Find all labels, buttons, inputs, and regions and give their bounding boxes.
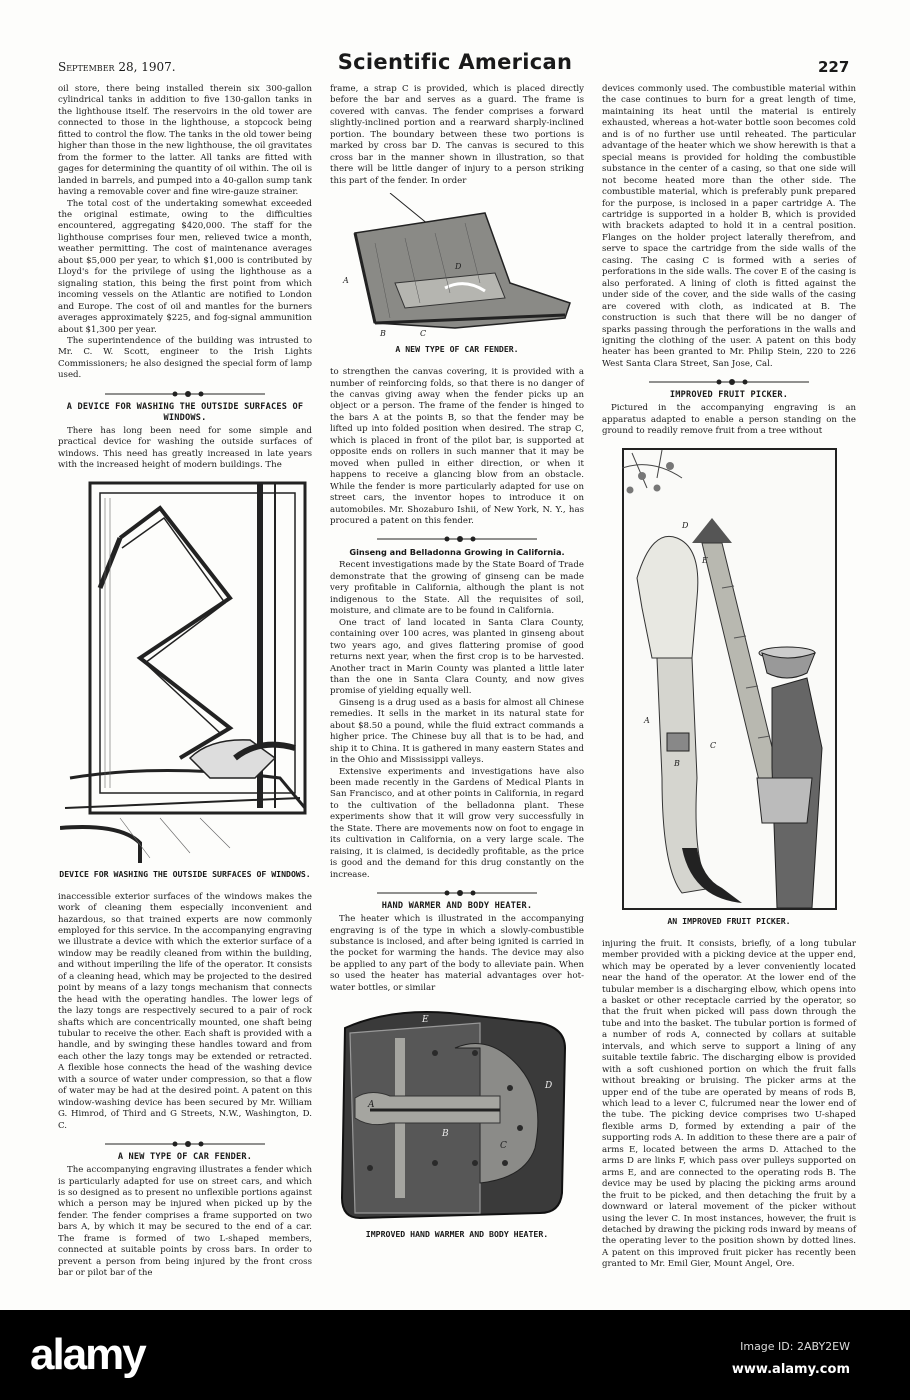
page-number: 227: [818, 58, 850, 76]
fender-intro: [58, 1165, 312, 1280]
car-fender-illustration: [335, 193, 580, 338]
window-intro: [58, 426, 312, 472]
figure-label: B: [380, 329, 386, 339]
figure-label: C: [709, 740, 716, 750]
paragraph: devices commonly used. The combustible material within the case continues to burn for a great length of time, maintaining its heat until the material is entirely exhausted, whereas a hot-water bottle soon becomes cold and is of no further use until reheated. The particular advantage of the heater which we show herewith is that a special means is provided for holding the combustible substance in the center of a casing, so that one side will not become heated more than the other side. The combustible material, which is preferably punk prepared for the purpose, is inclosed in a paper cartridge A. The cartridge is supported in a holder B, which is provided with brackets adapted to hold it in a central position. Flanges on the holder project laterally therefrom, and serve to space the cartridge from the side walls of the casing. The casing C is formed with a series of perforations in the side walls. The cover E of the casing is also perforated. A lining of cloth is fitted against the under side of the cover, and the side walls of the casing are covered with cloth, as indicated at B. The construction is such that there will be no danger of sparks passing through the perforations in the walls and igniting the clothing of the user. A patent on this body heater has been granted to Mr. Philip Stein, 220 to 226 West Santa Clara Street, San Jose, Cal.: [602, 84, 856, 369]
figure-label: C: [500, 1141, 507, 1152]
figure-label: D: [545, 1081, 553, 1092]
paragraph: The total cost of the undertaking somewhat exceeded the original estimate, owing to the difficulties encountered, aggregating $420,000. The staff for the lighthouse comprises four men, relieved twice a month, weather permitting. The cost of maintenance averages about $5,000 per year, to which $1,000 is contributed by Lloyd's for the privilege of using the lighthouse as a signaling station, this being the first point from which incoming vessels on the Atlantic are notified to London and Europe. The cost of oil and mantles for the burners averages approximately $225, and fog-signal ammunition about $1,300 per year.: [58, 198, 312, 335]
figure-label: B: [442, 1129, 449, 1140]
figure-label: D: [681, 520, 688, 530]
ornamental-divider: [372, 535, 542, 543]
paragraph: oil store, there being installed therein six 300-gallon cylindrical tanks in addition to five 130-gallon tanks in the lighthouse itself. The reservoirs in the old tower are connected to those in the lighthouse, a stopcock being fitted to control the flow. The tanks in the old tower being higher than those in the new lighthouse, the oil gravitates from the former to the latter. All tanks are fitted with gages for determining the quantity of oil within. The oil is landed in barrels, and pumped into a 40-gallon sump tank having a removable cover and fine wire-gauze strainer.: [58, 84, 312, 198]
paragraph: Extensive experiments and investigations have also been made recently in the Gardens of Medical Plants in San Francisco, and at other points in California, in regard to the cultivation of the belladonna plant. These experiments show that it will grow very successfully in the State. There are movements now on foot to engage in its cultivation in California, on a very large scale. The raising, it is claimed, is decidedly profitable, as the price is good and the demand for this drug constantly on the increase.: [330, 766, 584, 880]
ornamental-divider: [100, 1140, 270, 1148]
fruit-picker-illustration: [622, 448, 837, 910]
figure-caption: IMPROVED HAND WARMER AND BODY HEATER.: [365, 1229, 549, 1240]
watermark-bar: [0, 1310, 910, 1400]
ornamental-divider: [100, 390, 270, 398]
figure-label: A: [643, 715, 650, 725]
paragraph: injuring the fruit. It consists, briefly, of a long tubular member provided with a picking device at the upper end, which may be operated by a lever conveniently located near the hand of the operator. At the lower end of the tubular member is a discharging elbow, which opens into a basket or other receptacle carried by the operator, so that the fruit when picked will pass down through the tube and into the basket. The tubular portion is formed of a number of rods A, connected by collars at suitable intervals, and which serve to support a lining of any suitable textile fabric. The discharging elbow is provided with a soft cushioned portion on which the fruit falls without breaking or bruising. The picker arms at the upper end of the tube are operated by means of rods B, which lead to a lever C, fulcrumed near the lower end of the tube. The picking device comprises two U-shaped flexible arms D, formed by extending a pair of the supporting rods A. In addition to these there are a pair of arms E, located between the arms D. Attached to the arms D are links F, which pass over pulleys supported on arms E, and are connected to the operating rods B. The device may be used by placing the picking arms around the fruit to be picked, and then detaching the fruit by a downward or lateral movement of the picker without using the lever C. In most instances, however, the fruit is detached by drawing the picking rods inward by means of the operating lever to the position shown by dotted lines. A patent on this improved fruit picker has recently been granted to Mr. Emil Gier, Mount Angel, Ore.: [602, 938, 856, 1270]
article-heading: IMPROVED FRUIT PICKER.: [669, 390, 789, 401]
window-body: [58, 892, 312, 1133]
paragraph: to strengthen the canvas covering, it is provided with a number of reinforcing folds, so that there is no danger of the canvas giving away when the fender picks up an object or a person. The frame of the fender is hinged to the bars A at the points B, so that the fender may be lifted up into folded position when desired. The strap C, which is placed in front of the pilot bar, is supported at opposite ends on rollers in such manner that it may be moved when pulled in either direction, or when it happens to receive a glancing blow from an obstacle. While the fender is more particularly adapted for use on street cars, the inventor hopes to introduce it on automobiles. Mr. Shozaburo Ishii, of New York, N. Y., has procured a patent on this fender.: [330, 367, 584, 526]
page-header: [0, 0, 910, 84]
window-washer-illustration: [60, 478, 310, 863]
column-1: [58, 84, 312, 1280]
figure-label: D: [455, 262, 462, 272]
figure-caption: A NEW TYPE OF CAR FENDER.: [395, 344, 519, 355]
paragraph: The heater which is illustrated in the accompanying engraving is of the type in which a slowly-combustible substance is inclosed, and after being ignited is carried in the pocket for warming the hands. The device may also be applied to any part of the body to alleviate pain. When so used the heater has material advantages over hot-water bottles, or similar: [330, 914, 584, 993]
paragraph: The accompanying engraving illustrates a fender which is particularly adapted for use on street cars, and which is so designed as to present no unflexible portions against which a person may be injured when picked up by the fender. The fender comprises a frame supported on two bars A, by which it may be secured to the end of a car. The frame is formed of two L-shaped members, connected at suitable points by cross bars. In order to prevent a person from being injured by the front cross bar or pilot bar of the: [58, 1165, 312, 1279]
picker-body: [602, 939, 856, 1271]
figure-label: E: [701, 555, 708, 565]
article-heading: Ginseng and Belladonna Growing in California.: [349, 547, 565, 558]
article-heading: A DEVICE FOR WASHING THE OUTSIDE SURFACES OF WINDOWS.: [66, 401, 304, 423]
column-3: [602, 84, 856, 1271]
image-id: Image ID: 2ABY2EW: [740, 1339, 850, 1353]
figure-label: A: [343, 276, 349, 286]
paragraph: There has long been need for some simple and practical device for washing the outside surfaces of windows. This need has greatly increased in late years with the increased height of modern buildings. The: [58, 425, 312, 471]
masthead-title: Scientific American: [337, 50, 573, 74]
picker-intro: [602, 403, 856, 437]
paragraph: Pictured in the accompanying engraving is an apparatus adapted to enable a person standing on the ground to readily remove fruit from a tree without: [602, 403, 856, 437]
figure-label: B: [673, 758, 680, 768]
site-url: www.alamy.com: [731, 1361, 850, 1377]
figure-label: C: [420, 329, 427, 339]
page-columns: [0, 84, 910, 1280]
alamy-logo: alamy: [30, 1329, 145, 1379]
paragraph: The superintendence of the building was intrusted to Mr. C. W. Scott, engineer to the Irish Lights Commissioners; he also designed the special form of lamp used.: [58, 335, 312, 381]
paragraph: Ginseng is a drug used as a basis for almost all Chinese remedies. It sells in the market in its natural state for about $8.50 a pound, while the fluid extract commands a higher price. The Chinese buy all that is to be had, and ship it to China. It is gathered in many eastern States and in the Ohio and Mississippi valleys.: [330, 697, 584, 766]
fender-continued: [330, 84, 584, 187]
paragraph: One tract of land located in Santa Clara County, containing over 100 acres, was planted in ginseng about two years ago, and gives flattering promise of good returns next year, when the first crop is to be harvested. Another tract in Marin County was planted a little later than the one in Santa Clara County, and now gives promise of yielding equally well.: [330, 617, 584, 697]
figure-label: E: [422, 1015, 429, 1026]
paragraph: Recent investigations made by the State Board of Trade demonstrate that the growing of ginseng can be made very profitable in California, although the plant is not indigenous to the State. All the requisites of soil, moisture, and climate are to be found in California.: [330, 560, 584, 617]
figure-label: A: [368, 1100, 375, 1111]
column-2: [330, 84, 584, 1252]
figure-caption: AN IMPROVED FRUIT PICKER.: [667, 915, 791, 926]
lighthouse-article: [58, 84, 312, 382]
ornamental-divider: [372, 889, 542, 897]
paragraph: frame, a strap C is provided, which is placed directly before the bar and serves as a guard. The frame is covered with canvas. The fender comprises a forward slightly-inclined portion and a rearward sharply-inclined portion. The boundary between these two portions is marked by cross bar D. The canvas is secured to this cross bar in the manner shown in illustration, so that there will be little danger of injury to a person striking this part of the fender. In order: [330, 84, 584, 186]
article-heading: A NEW TYPE OF CAR FENDER.: [117, 1152, 253, 1163]
ornamental-divider: [644, 378, 814, 386]
paragraph: inaccessible exterior surfaces of the windows makes the work of cleaning them especially inconvenient and hazardous, so that trained experts are now commonly employed for this service. In the accompanying engraving we illustrate a device with which the exterior surface of a window may be readily cleaned from within the building, and without imperiling the life of the operator. It consists of a cleaning head, which may be projected to the desired point by means of a lazy tongs mechanism that connects the head with the operating handles. The lower legs of the lazy tongs are respectively secured to a pair of rock shafts which are concentrically mounted, one shaft being tubular to receive the other. Each shaft is provided with a handle, and by swinging these handles toward and from each other the lazy tongs may be extended or retracted. A flexible hose connects the head of the washing device with a source of water under compression, so that a flow of water may be had at the desired point. A patent on this window-washing device has been secured by Mr. William G. Himrod, of Third and G Streets, N.W., Washington, D. C.: [58, 891, 312, 1131]
heater-intro: [330, 914, 584, 994]
ginseng-article: [330, 560, 584, 881]
heater-continued: [602, 84, 856, 370]
figure-caption: DEVICE FOR WASHING THE OUTSIDE SURFACES OF WINDOWS.: [59, 868, 311, 879]
fender-continued-2: [330, 367, 584, 527]
hand-warmer-illustration: [330, 1008, 575, 1223]
article-heading: HAND WARMER AND BODY HEATER.: [381, 901, 533, 912]
bottom-margin: [0, 1280, 910, 1310]
issue-date: September 28, 1907.: [58, 60, 176, 74]
